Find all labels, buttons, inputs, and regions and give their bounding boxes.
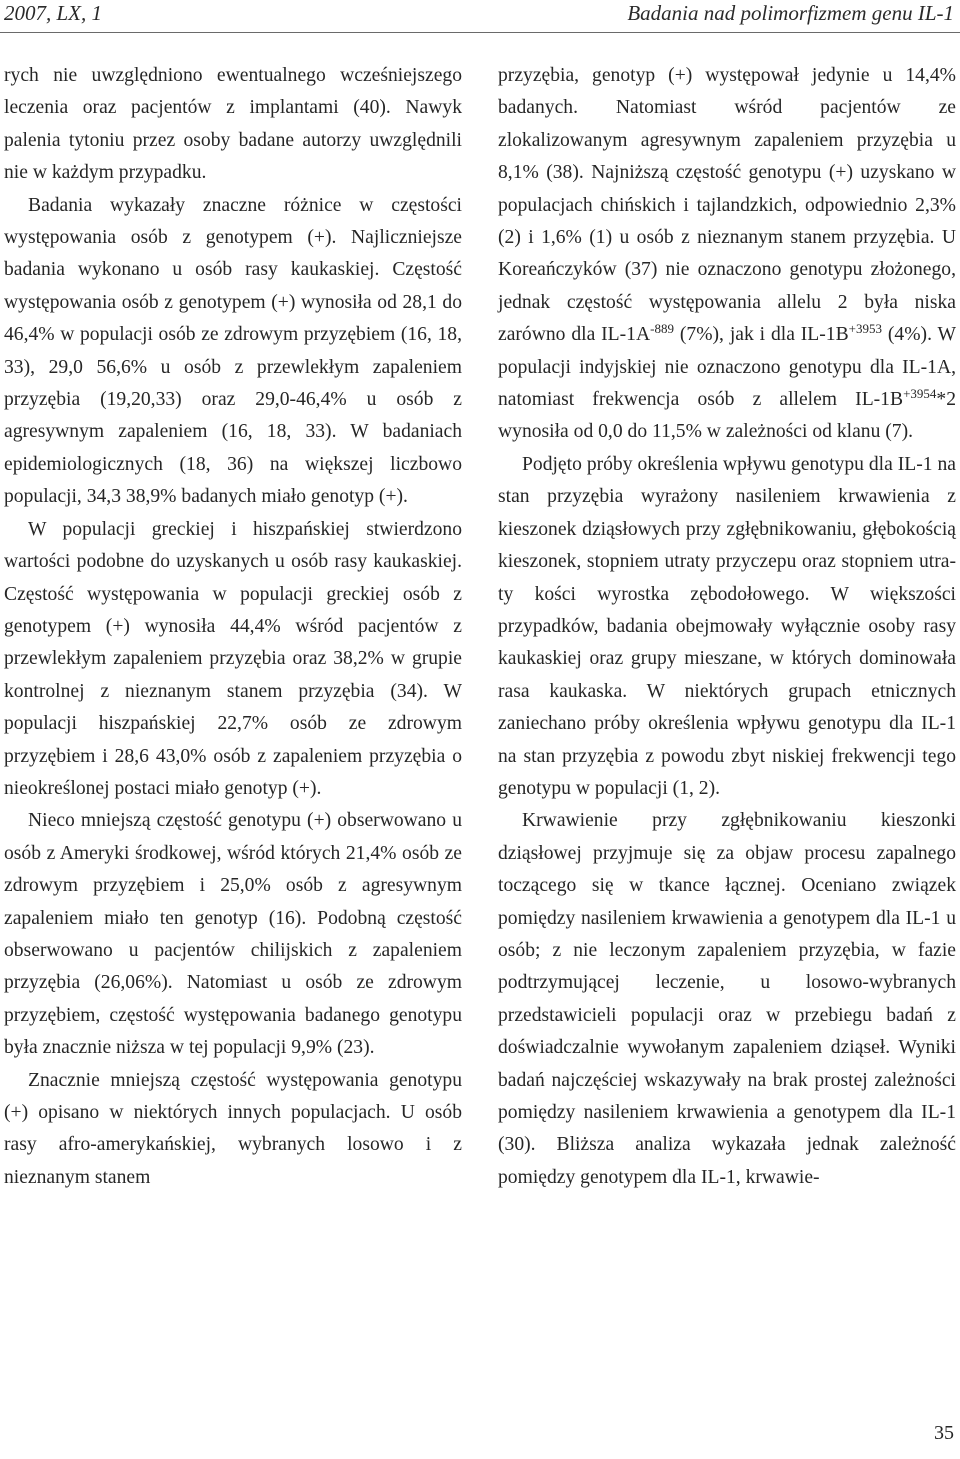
paragraph: W populacji greckiej i hiszpańskiej stwierdzono wartości podobne do uzyskanych u osób rasy kaukaskiej. Częstość występowania w populacji greckiej osób z genotypem (+) wynosiła 44,4% wśród pacjentów z przewlekłym zapaleniem przyzębia oraz 38,2% w grupie kontrolnej z nieznanym stanem przyzębia (34). W populacji hiszpańskiej 22,7% osób ze zdrowym przyzębiem i 28,6 43,0% osób z zapaleniem przyzębia o nieokreślonej postaci miało genotyp (+). bbox=[4, 518, 462, 799]
paragraph: Podjęto próby określenia wpływu genotypu dla IL-1 na stan przyzębia wyrażony nasileniem krwawienia z kieszonek dziąsłowych przy zgłębnikowaniu, głębokością kieszonek, stopniem utraty przyczepu oraz stopniem utraty kości wyrostka zębodołowego. W większości przypadków, badania obejmowały wyłącznie osoby rasy kaukaskiej oraz grupy mieszane, w których dominowała rasa kaukaska. W niektórych grupach etnicznych zaniechano próby określenia wpływu genotypu dla IL-1 na stan przyzębia z powodu zbyt niskiej frekwencji tego genotypu w populacji (1, 2). bbox=[498, 453, 956, 799]
text-run: (7%), jak i dla IL-1B bbox=[673, 324, 849, 346]
superscript: -889 bbox=[650, 321, 674, 337]
running-header-left: 2007, LX, 1 bbox=[4, 1, 103, 25]
page-number: 35 bbox=[934, 1422, 954, 1444]
left-column bbox=[4, 60, 462, 1194]
superscript: +3954 bbox=[903, 386, 937, 402]
superscript: +3953 bbox=[848, 321, 883, 337]
text-run: przyzębia, genotyp (+) występował jedynie u 14,4% badanych. Natomiast wśród pacjentów ze zlokalizowanym agresywnym zapaleniem przyzębia u 8,1% (38). Najniższą częstość genotypu (+) uzyskano w populacjach chińskich i tajlandzkich, odpowiednio 2,3% (2) i 1,6% (1) u osób z nieznanym stanem przyzębia. U Koreańczyków (37) nie oznaczono genotypu złożonego, jednak częstość występowania allelu 2 była niska zarówno dla IL-1A bbox=[498, 65, 956, 346]
running-header-right: Badania nad polimorfizmem genu IL-1 bbox=[627, 1, 954, 25]
paragraph: Nieco mniejszą częstość genotypu (+) obserwowano u osób z Ameryki środkowej, wśród których 21,4% osób ze zdrowym przyzębiem i 25,0% osób z agresywnym zapaleniem miało ten genotyp (16). Podobną częstość obserwowano u pacjentów chilijskich z zapaleniem przyzębia (26,06%). Natomiast u osób ze zdrowym przyzębiem, częstość występowania badanego genotypu była znacznie niższa w tej populacji 9,9% (23). bbox=[4, 810, 462, 1059]
paragraph-continuation: rych nie uwzględniono ewentualnego wcześniejszego leczenia oraz pacjentów z implantami (40). Nawyk palenia tytoniu przez osoby badane autorzy uwzględnili nie w każdym przypadku. bbox=[4, 65, 462, 184]
paragraph: Znacznie mniejszą częstość występowania genotypu (+) opisano w niektórych innych populacjach. U osób rasy afro-amerykańskiej, wybranych losowo i z nieznanym stanem bbox=[4, 1069, 462, 1188]
text-run: *2 wynosiła od 0,0 do 11,5% w zależności od klanu (7). bbox=[498, 389, 956, 443]
paragraph-continuation bbox=[498, 60, 956, 449]
right-column bbox=[498, 60, 956, 1194]
paragraph: Badania wykazały znaczne różnice w częstości występowania osób z genotypem (+). Najliczniejsze badania wykonano u osób rasy kaukaskiej. Częstość występowania osób z genotypem (+) wynosiła od 28,1 do 46,4% w populacji osób ze zdrowym przyzębiem (16, 18, 33), 29,0 56,6% u osób z przewlekłym zapaleniem przyzębia (19,20,33) oraz 29,0-46,4% u osób z agresywnym zapaleniem (16, 18, 33). W badaniach epidemiologicznych (18, 36) na większej liczbowo populacji, 34,3 38,9% badanych miało genotyp (+). bbox=[4, 194, 462, 508]
text-run: (4%). W populacji indyjskiej nie oznaczono genotypu dla IL-1A, natomiast frekwencja osób z allelem IL-1B bbox=[498, 324, 956, 411]
header-rule bbox=[0, 32, 960, 33]
paragraph: Krwawienie przy zgłębnikowaniu kieszonki dziąsłowej przyjmuje się za objaw procesu zapalnego toczącego się w tkance łącznej. Oceniano związek pomiędzy nasileniem krwawienia a genotypem dla IL-1 u osób; z nie leczonym zapaleniem przyzębia, w fazie podtrzymującej leczenie, u losowo-wybranych przedstawicieli populacji oraz w przebiegu badań z doświadczalnie wywołanym zapaleniem dziąseł. Wyniki badań najczęściej wskazywały na brak prostej zależności pomiędzy nasileniem krwawienia a genotypem dla IL-1 (30). Bliższa analiza wykazała jednak zależność pomiędzy genotypem dla IL-1, krwawie- bbox=[498, 810, 956, 1188]
